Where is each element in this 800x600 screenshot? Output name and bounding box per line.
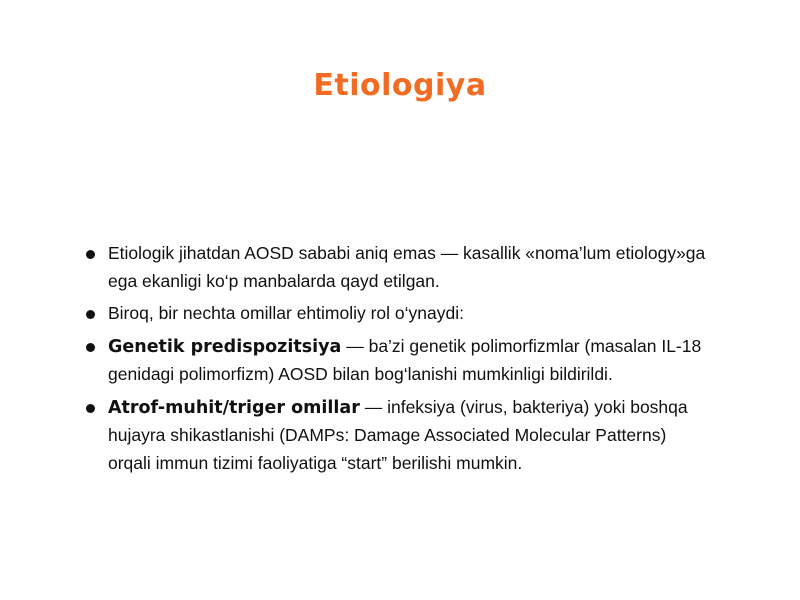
bullet-text: Etiologik jihatdan AOSD sababi aniq emas — kasallik «noma’lum etiology»ga ega ekanligi ko‘p manbalarda qayd etilgan. xyxy=(108,243,706,291)
bullet-text: Biroq, bir nechta omillar ehtimoliy rol o‘ynaydi: xyxy=(108,303,464,323)
bullet-list xyxy=(82,240,712,482)
bullet-text: — ba’zi genetik polimorfizmlar (masalan IL-18 genidagi polimorfizm) AOSD bilan bog‘lanishi mumkinligi bildirildi. xyxy=(108,335,702,384)
bullet-dot-icon xyxy=(86,343,95,352)
bullet-item-4 xyxy=(82,394,712,478)
bullet-item-3 xyxy=(82,333,712,389)
slide-title: Etiologiya xyxy=(313,68,487,103)
bullet-lead-genetic: Genetik predispozitsiya xyxy=(108,336,342,357)
bullet-item-1 xyxy=(82,240,712,295)
bullet-item-2 xyxy=(82,300,712,328)
bullet-dot-icon xyxy=(86,310,95,319)
bullet-lead-environment: Atrof-muhit/triger omillar xyxy=(108,397,360,418)
bullet-dot-icon xyxy=(86,404,95,413)
bullet-dot-icon xyxy=(86,250,95,259)
bullet-text: — infeksiya (virus, bakteriya) yoki boshqa hujayra shikastlanishi (DAMPs: Damage Associated Molecular Patterns) orqali immun tizimi faoliyatiga “start” berilishi mumkin. xyxy=(108,396,688,473)
